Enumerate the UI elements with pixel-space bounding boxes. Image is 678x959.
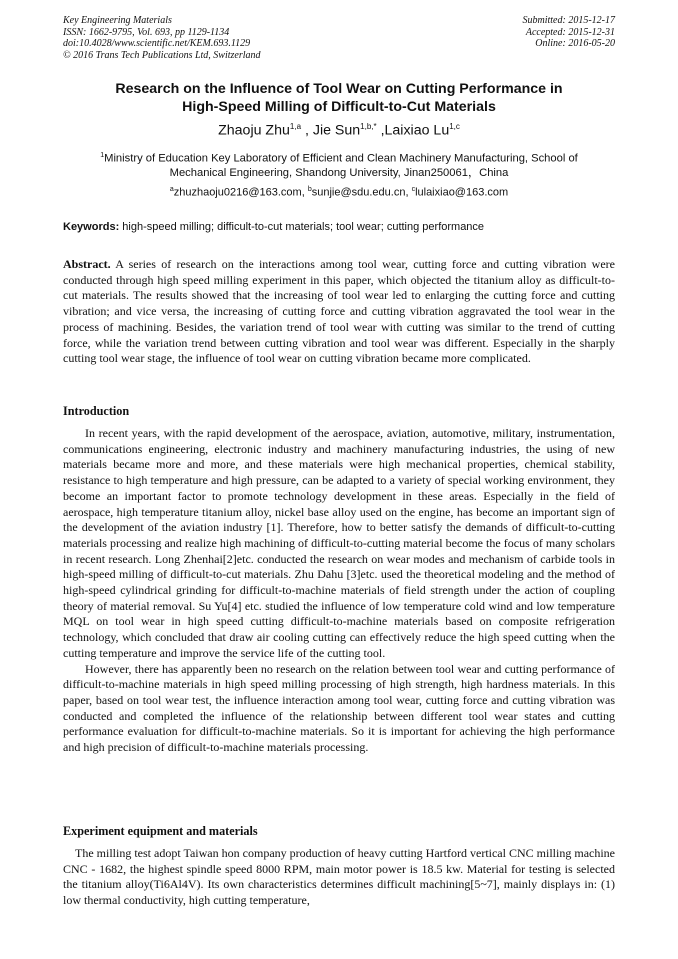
section-heading-experiment: Experiment equipment and materials: [63, 824, 258, 838]
affiliation-line-2: Mechanical Engineering, Shandong University, Jinan250061，China: [169, 167, 509, 180]
email-link: sunjie@sdu.edu.cn,: [311, 186, 412, 199]
journal-name: Key Engineering Materials: [63, 15, 172, 26]
email-link: lulaixiao@163.com: [415, 186, 509, 199]
journal-header: [63, 15, 615, 67]
journal-doi: doi:10.4028/www.scientific.net/KEM.693.1129: [63, 38, 251, 49]
affiliation-line-1: Ministry of Education Key Laboratory of Efficient and Clean Machinery Manufacturing, School of: [104, 152, 578, 165]
experiment-section: [63, 846, 615, 909]
author-sup: 1,c: [449, 122, 460, 131]
paragraph: In recent years, with the rapid development of the aerospace, aviation, automotive, military, instrumentation, communications engineering, electronic industry and machinery manufacturing industries, the using of new materials became more and more, and these materials were high mechanical properties, chemical stability, resistance to high temperature and high pressure, can be adapted to a variety of special working environment, they become an important factor to promote technology development in these areas. Especially in the field of aerospace, high temperature titanium alloy, nickel base alloy used on the engine, has become an important sign of the development of the aviation industry [1]. Therefore, how to better satisfy the demands of difficult-to-cutting materials processing and realize high machining of difficult-to-cutting material become the focus of many scholars in recent research. Long Zhenhai[2]etc. conducted the research on wear modes and mechanism of carbide tools in high-speed milling of difficult-to-cut materials. Zhu Dahu [3]etc. used the theoretical modeling and the method of high-speed cylindrical grinding for difficult-to-machine materials of field strength under the action of coupling theory of material removal. Su Yu[4] etc. studied the influence of low temperature cold wind and low temperature MQL on tool wear in high speed cutting difficult-to-machine materials based on composite refrigeration technology, which concluded that draw air cooling cutting can effectively reduce the high speed cutting when the cutting temperature and improve the service life of the cutting tool.: [63, 426, 615, 660]
online-date: Online: 2016-05-20: [535, 38, 615, 49]
paragraph: However, there has apparently been no research on the relation between tool wear and cutting performance of difficult-to-machine materials in high speed milling processing of high strength, high hardness materials. In this paper, based on tool wear test, the influence interaction among tool wear, cutting force and cutting vibration was conducted and completed the influence of the relationship between different tool wear states and cutting performance evaluation for difficult-to-machine materials. So it is important for achieving the high performance and high precision of difficult-to-machine materials processing.: [63, 661, 615, 755]
title-line-2: High-Speed Milling of Difficult-to-Cut Materials: [182, 99, 496, 115]
author-list: [60, 122, 618, 139]
affiliation: [62, 149, 616, 181]
keywords-label: Keywords:: [63, 221, 120, 233]
email-link: zhuzhaoju0216@163.com,: [173, 186, 308, 199]
paragraph: The milling test adopt Taiwan hon company production of heavy cutting Hartford vertical CNC milling machine CNC - 1682, the highest spindle speed 8000 RPM, main motor power is 18.5 kw. Material for testing is selected the titanium alloy(Ti6Al4V). Its own characteristics determines difficult machining[5~7], mainly displays in: (1) low thermal conductivity, high cutting temperature,: [63, 846, 615, 908]
email-sup: c: [411, 186, 416, 193]
abstract: [63, 257, 615, 367]
author-separator: ,: [376, 122, 385, 139]
affiliation-sup: 1: [100, 152, 105, 159]
keywords-text: high-speed milling; difficult-to-cut materials; tool wear; cutting performance: [119, 221, 485, 233]
author-name: Zhaoju Zhu: [218, 122, 290, 139]
paper-title: [60, 80, 618, 116]
email-sup: a: [169, 186, 174, 193]
journal-copyright: © 2016 Trans Tech Publications Ltd, Switzerland: [63, 49, 261, 61]
journal-issn: ISSN: 1662-9795, Vol. 693, pp 1129-1134: [63, 26, 230, 38]
keywords: [63, 221, 615, 233]
author-sup: 1,a: [289, 122, 302, 131]
submission-dates: [523, 15, 616, 50]
author-name: Jie Sun: [312, 122, 361, 139]
title-line-1: Research on the Influence of Tool Wear on Cutting Performance in: [115, 81, 563, 97]
author-separator: ,: [301, 122, 313, 139]
journal-info: [63, 15, 261, 61]
author-emails: [62, 186, 616, 199]
submitted-date: Submitted: 2015-12-17: [522, 15, 615, 26]
abstract-label: Abstract.: [63, 257, 111, 271]
abstract-text: A series of research on the interactions among tool wear, cutting force and cutting vibration were conducted through high speed milling experiment in this paper, which objected the titanium alloy as difficult-to-cut materials. The results showed that the increasing of tool wear led to enlarging the cutting force and cutting vibration; and vice versa, the increasing of cutting force and cutting vibration aggravated the tool wear in the process of machining. Besides, the variation trend of tool wear with cutting was similar to the trend of cutting force, while the variation trend between cutting vibration and tool wear was different. Especially in the sharply cutting tool wear stage, the influence of tool wear on cutting vibration became more complicated.: [63, 257, 615, 366]
author-name: Laixiao Lu: [384, 122, 450, 139]
email-sup: b: [307, 186, 312, 193]
introduction-section: [63, 426, 615, 756]
author-sup: 1,b,*: [360, 122, 377, 131]
accepted-date: Accepted: 2015-12-31: [525, 26, 615, 38]
section-heading-introduction: Introduction: [63, 404, 130, 418]
